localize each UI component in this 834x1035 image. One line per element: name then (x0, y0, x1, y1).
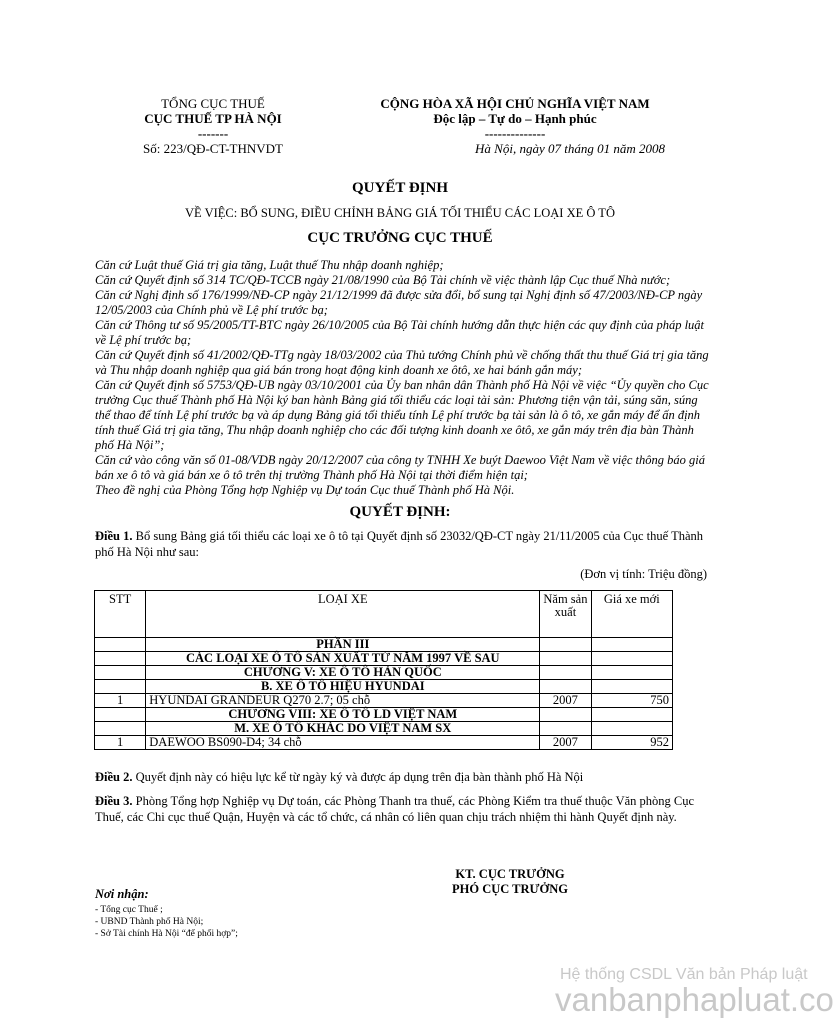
cell-year (540, 708, 591, 722)
header-stt: STT (95, 591, 146, 638)
national-motto: Độc lập – Tự do – Hạnh phúc (433, 111, 597, 126)
signature-block (420, 867, 600, 897)
article-label: Điều 1. (95, 529, 133, 543)
cell-price: 952 (591, 736, 672, 750)
header-year: Năm sản xuất (540, 591, 591, 638)
header-price: Giá xe mới (591, 591, 672, 638)
table-row (95, 638, 673, 652)
cell-price (591, 666, 672, 680)
price-table (94, 590, 673, 750)
table-row (95, 722, 673, 736)
document-number: Số: 223/QĐ-CT-THNVDT (143, 141, 283, 156)
article-2 (95, 769, 710, 785)
cell-price (591, 722, 672, 736)
legal-bases (95, 258, 710, 498)
recipient-item: - Sở Tài chính Hà Nội “để phối hợp”; (95, 929, 238, 939)
decision-heading: QUYẾT ĐỊNH: (349, 504, 451, 520)
table-header-row (95, 591, 673, 638)
watermark-domain: vanbanphapluat.co (555, 981, 834, 1018)
recipients-title: Nơi nhận: (95, 887, 149, 901)
article-label: Điều 2. (95, 770, 133, 784)
table-row (95, 666, 673, 680)
cell-stt (95, 722, 146, 736)
table-row (95, 680, 673, 694)
cell-year: 2007 (540, 736, 591, 750)
cell-stt (95, 638, 146, 652)
cell-year (540, 638, 591, 652)
unit-note: (Đơn vị tính: Triệu đồng) (580, 567, 707, 581)
legal-basis: Theo đề nghị của Phòng Tổng hợp Nghiệp vụ Dự toán Cục thuế Thành phố Hà Nội. (95, 483, 515, 497)
cell-stt (95, 680, 146, 694)
legal-basis: Căn cứ Nghị định số 176/1999/NĐ-CP ngày 21/12/1999 đã được sửa đổi, bổ sung tại Nghị định số 47/2003/NĐ-CP ngày 12/05/2003 của Chính phủ về Lệ phí trước bạ; (95, 288, 703, 317)
issuer-parent: TỔNG CỤC THUẾ (161, 96, 265, 111)
header-vehicle-type: LOẠI XE (146, 591, 540, 638)
recipients-list (95, 904, 238, 940)
cell-price (591, 652, 672, 666)
legal-basis: Căn cứ Luật thuế Giá trị gia tăng, Luật thuế Thu nhập doanh nghiệp; (95, 258, 444, 272)
table-row (95, 708, 673, 722)
legal-basis: Căn cứ Quyết định số 5753/QĐ-UB ngày 03/10/2001 của Ủy ban nhân dân Thành phố Hà Nội về việc “Ủy quyền cho Cục trưởng Cục thuế Thành phố Hà Nội ký ban hành Bảng giá tối thiểu các loại tài sản: Phương tiện vận tải, súng săn, súng thể thao để tính Lệ phí trước bạ và áp dụng Bảng giá tối thiểu tính Lệ phí trước bạ tài sản là ô tô, xe gắn máy để ấn định tính thuế Giá trị gia tăng, Thu nhập doanh nghiệp cho các đối tượng kinh doanh xe ôtô, xe gắn máy trên địa bàn Thành phố Hà Nội”; (95, 378, 709, 452)
cell-name: HYUNDAI GRANDEUR Q270 2.7; 05 chỗ (146, 694, 540, 708)
cell-name: M. XE Ô TÔ KHÁC DO VIỆT NAM SX (146, 722, 540, 736)
legal-basis: Căn cứ Quyết định số 314 TC/QĐ-TCCB ngày 21/08/1990 của Bộ Tài chính về việc thành lập Cục thuế Nhà nước; (95, 273, 671, 287)
cell-year (540, 652, 591, 666)
table-row (95, 694, 673, 708)
issuer-name: CỤC THUẾ TP HÀ NỘI (144, 111, 282, 126)
document-title: QUYẾT ĐỊNH (352, 180, 448, 196)
article-label: Điều 3. (95, 794, 133, 808)
cell-stt (95, 708, 146, 722)
cell-stt: 1 (95, 694, 146, 708)
recipient-item: - UBND Thành phố Hà Nội; (95, 917, 204, 927)
table-row (95, 652, 673, 666)
article-text: Quyết định này có hiệu lực kể từ ngày ký và được áp dụng trên địa bàn thành phố Hà Nội (132, 770, 584, 784)
cell-year (540, 722, 591, 736)
cell-stt: 1 (95, 736, 146, 750)
cell-year (540, 680, 591, 694)
cell-name: DAEWOO BS090-D4; 34 chỗ (146, 736, 540, 750)
legal-basis: Căn cứ Quyết định số 41/2002/QĐ-TTg ngày 18/03/2002 của Thủ tướng Chính phủ về chống thất thu thuế Giá trị gia tăng và Thu nhập doanh nghiệp qua giá bán trong hoạt động kinh doanh xe ôtô, xe hai bánh gắn máy; (95, 348, 709, 377)
cell-price (591, 638, 672, 652)
cell-name: CÁC LOẠI XE Ô TÔ SẢN XUẤT TỪ NĂM 1997 VỀ SAU (146, 652, 540, 666)
country-name: CỘNG HÒA XÃ HỘI CHỦ NGHĨA VIỆT NAM (380, 96, 650, 111)
article-text: Phòng Tổng hợp Nghiệp vụ Dự toán, các Phòng Thanh tra thuế, các Phòng Kiểm tra thuế thuộc Văn phòng Cục Thuế, các Chi cục thuế Quận, Huyện và các tổ chức, cá nhân có liên quan chịu trách nhiệm thi hành Quyết định này. (95, 794, 695, 824)
cell-name: CHƯƠNG V: XE Ô TÔ HÀN QUỐC (146, 666, 540, 680)
cell-name: B. XE Ô TÔ HIỆU HYUNDAI (146, 680, 540, 694)
national-header (330, 96, 700, 156)
watermark-caption: Hệ thống CSDL Văn bản Pháp luật (560, 966, 808, 983)
issuer-title: CỤC TRƯỞNG CỤC THUẾ (307, 230, 493, 246)
cell-stt (95, 666, 146, 680)
cell-year (540, 666, 591, 680)
signature-line-1: KT. CỤC TRƯỞNG (455, 867, 565, 881)
cell-year: 2007 (540, 694, 591, 708)
cell-name: CHƯƠNG VIII: XE Ô TÔ LD VIỆT NAM (146, 708, 540, 722)
cell-price (591, 708, 672, 722)
article-text: Bổ sung Bảng giá tối thiểu các loại xe ô tô tại Quyết định số 23032/QĐ-CT ngày 21/11/2005 của Cục thuế Thành phố Hà Nội như sau: (95, 529, 704, 559)
article-3 (95, 793, 710, 825)
legal-basis: Căn cứ Thông tư số 95/2005/TT-BTC ngày 26/10/2005 của Bộ Tài chính hướng dẫn thực hiện các quy định của pháp luật về Lệ phí trước bạ; (95, 318, 705, 347)
issuer-block (108, 96, 318, 156)
legal-basis: Căn cứ vào công văn số 01-08/VDB ngày 20/12/2007 của công ty TNHH Xe buýt Daewoo Việt Nam về việc thông báo giá bán xe ô tô và giá bán xe ô tô trên thị trường Thành phố Hà Nội tại thời điểm hiện tại; (95, 453, 705, 482)
issuer-separator: ------- (197, 126, 229, 141)
document-subject: VỀ VIỆC: BỔ SUNG, ĐIỀU CHỈNH BẢNG GIÁ TỐI THIỂU CÁC LOẠI XE Ô TÔ (185, 206, 615, 220)
cell-price (591, 680, 672, 694)
recipient-item: - Tổng cục Thuế ; (95, 905, 163, 915)
cell-name: PHẦN III (146, 638, 540, 652)
motto-separator: -------------- (484, 126, 546, 141)
cell-stt (95, 652, 146, 666)
document-date: Hà Nội, ngày 07 tháng 01 năm 2008 (475, 141, 665, 156)
cell-price: 750 (591, 694, 672, 708)
signature-line-2: PHÓ CỤC TRƯỞNG (452, 882, 568, 896)
table-row (95, 736, 673, 750)
article-1 (95, 528, 710, 560)
